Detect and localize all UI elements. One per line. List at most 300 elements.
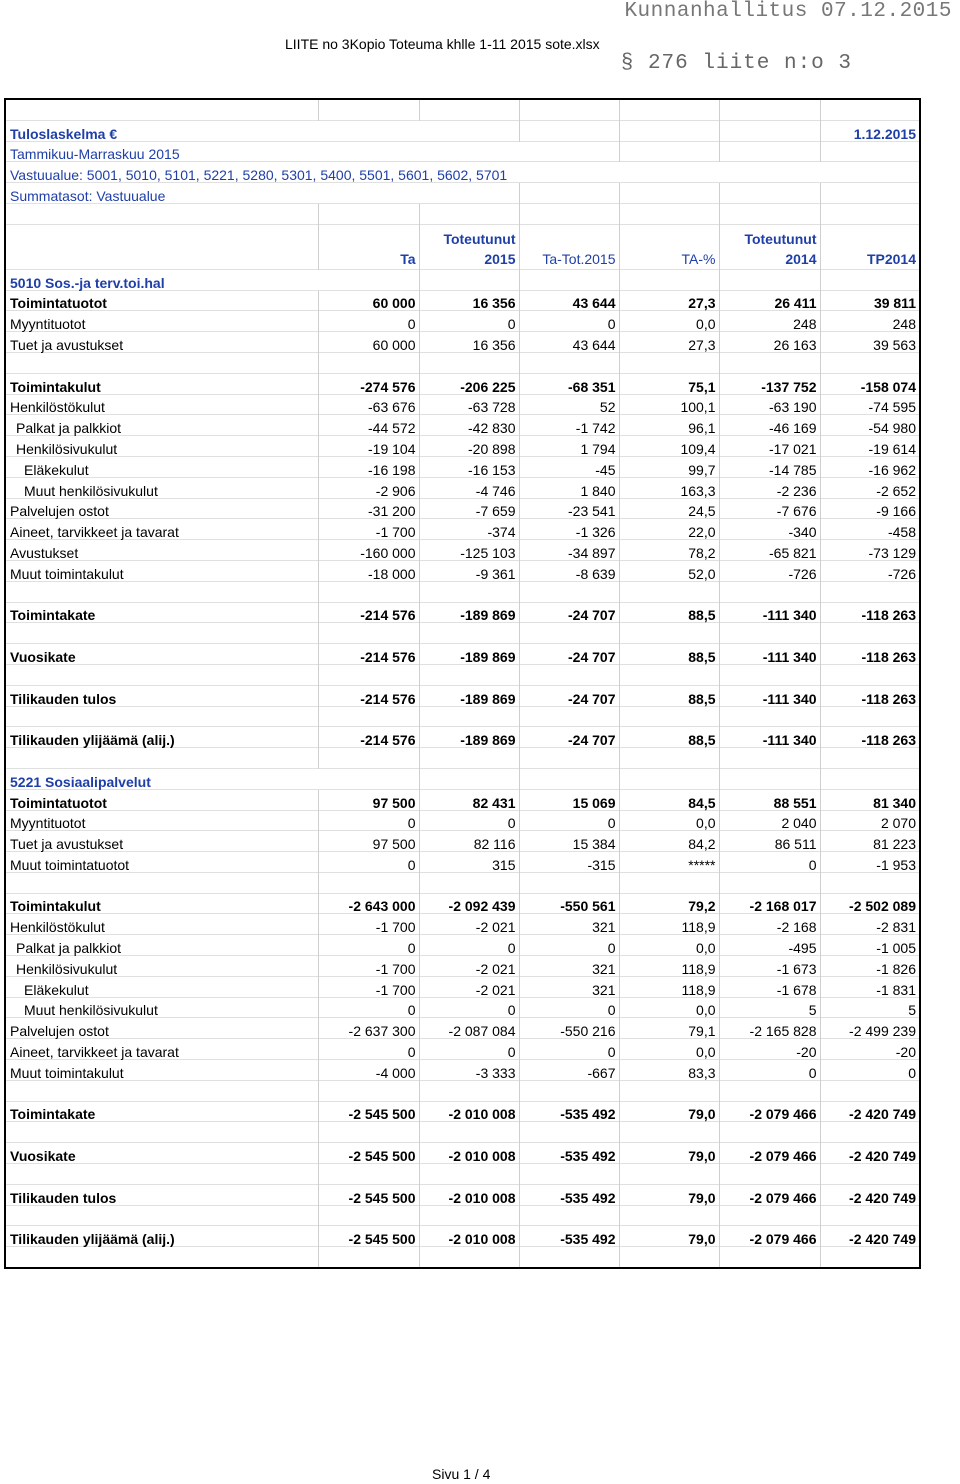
cell-value: 0	[318, 1039, 419, 1060]
row-label: Tilikauden tulos	[5, 1184, 318, 1205]
table-row	[5, 810, 920, 831]
cell-value: 0	[318, 935, 419, 956]
cell-value: 321	[519, 976, 619, 997]
report-title: Tuloslaskelma €	[5, 120, 519, 141]
row-label: Tuet ja avustukset	[5, 831, 318, 852]
row-label: Toimintakate	[5, 1101, 318, 1122]
file-name: LIITE no 3Kopio Toteuma khlle 1-11 2015 sote.xlsx	[285, 36, 600, 52]
row-label: Palvelujen ostot	[5, 498, 318, 519]
cell-value: -63 728	[419, 394, 519, 415]
row-label: Muut henkilösivukulut	[5, 997, 318, 1018]
cell-value: 79,0	[619, 1184, 719, 1205]
cell-value: -63 190	[719, 394, 820, 415]
cell-value: -2 545 500	[318, 1101, 419, 1122]
cell-value: -111 340	[719, 644, 820, 665]
period-row	[5, 141, 920, 162]
table-row	[5, 332, 920, 353]
cell-value: 82 116	[419, 831, 519, 852]
cell-value: 60 000	[318, 290, 419, 311]
cell-value: -24 707	[519, 644, 619, 665]
cell-value: -2 087 084	[419, 1018, 519, 1039]
cell-value: -1 700	[318, 914, 419, 935]
cell-value: -535 492	[519, 1184, 619, 1205]
row-label: Tilikauden tulos	[5, 685, 318, 706]
cell-value: -2 652	[820, 477, 920, 498]
cell-value: -214 576	[318, 644, 419, 665]
cell-value: 24,5	[619, 498, 719, 519]
col-ta-tot: Ta-Tot.2015	[519, 224, 619, 269]
table-row	[5, 394, 920, 415]
cell-value: 79,0	[619, 1226, 719, 1247]
cell-value: 88,5	[619, 602, 719, 623]
cell-value: 84,2	[619, 831, 719, 852]
cell-value: -189 869	[419, 602, 519, 623]
cell-value: -1 953	[820, 852, 920, 873]
cell-value: 15 069	[519, 789, 619, 810]
cell-value: 79,2	[619, 893, 719, 914]
cell-value: -24 707	[519, 602, 619, 623]
cell-value: 27,3	[619, 290, 719, 311]
cell-value: -550 561	[519, 893, 619, 914]
cell-value: 2 040	[719, 810, 820, 831]
col-tp2014: TP2014	[820, 224, 920, 269]
cell-value: -214 576	[318, 602, 419, 623]
cell-value: -137 752	[719, 373, 820, 394]
row-label: Henkilöstökulut	[5, 914, 318, 935]
cell-value: -160 000	[318, 540, 419, 561]
row-label: Toimintakulut	[5, 893, 318, 914]
cell-value: -1 831	[820, 976, 920, 997]
cell-value: -4 000	[318, 1060, 419, 1081]
cell-value: 0	[519, 810, 619, 831]
page-number: Sivu 1 / 4	[432, 1466, 491, 1482]
cell-value: 22,0	[619, 519, 719, 540]
table-row	[5, 415, 920, 436]
table-row	[5, 935, 920, 956]
cell-value: 52,0	[619, 560, 719, 581]
cell-value: -24 707	[519, 685, 619, 706]
cell-value: 0	[419, 311, 519, 332]
cell-value: -16 153	[419, 456, 519, 477]
cell-value: 79,0	[619, 1101, 719, 1122]
cell-value: 88 551	[719, 789, 820, 810]
cell-value: -2 545 500	[318, 1143, 419, 1164]
cell-value: 78,2	[619, 540, 719, 561]
cell-value: -16 198	[318, 456, 419, 477]
cell-value: -24 707	[519, 727, 619, 748]
cell-value: -2 643 000	[318, 893, 419, 914]
cell-value: 26 163	[719, 332, 820, 353]
col-tot2015: Toteutunut 2015	[419, 224, 519, 269]
cell-value: 0	[519, 997, 619, 1018]
row-label: Aineet, tarvikkeet ja tavarat	[5, 519, 318, 540]
cell-value: 0,0	[619, 935, 719, 956]
section-reference: § 276 liite n:o 3	[620, 52, 852, 75]
cell-value: -1 700	[318, 956, 419, 977]
cell-value: -3 333	[419, 1060, 519, 1081]
table-row	[5, 1143, 920, 1164]
cell-value: -14 785	[719, 456, 820, 477]
cell-value: -34 897	[519, 540, 619, 561]
row-label: Toimintatuotot	[5, 290, 318, 311]
empty-row	[5, 581, 920, 602]
col-tot2014: Toteutunut 2014	[719, 224, 820, 269]
cell-value: -2 021	[419, 976, 519, 997]
cell-value: -2 545 500	[318, 1184, 419, 1205]
table-row	[5, 893, 920, 914]
cell-value: -1 005	[820, 935, 920, 956]
title-row	[5, 120, 920, 141]
cell-value: -2 021	[419, 914, 519, 935]
table-row	[5, 789, 920, 810]
cell-value: -2 010 008	[419, 1226, 519, 1247]
table-row	[5, 1184, 920, 1205]
empty-row	[5, 1247, 920, 1268]
cell-value: -2 010 008	[419, 1101, 519, 1122]
cell-value: -726	[820, 560, 920, 581]
cell-value: 0	[318, 997, 419, 1018]
cell-value: -158 074	[820, 373, 920, 394]
cell-value: -63 676	[318, 394, 419, 415]
cell-value: -2 168 017	[719, 893, 820, 914]
cell-value: -9 361	[419, 560, 519, 581]
cell-value: 81 223	[820, 831, 920, 852]
cell-value: -2 010 008	[419, 1184, 519, 1205]
empty-row	[5, 623, 920, 644]
cell-value: 321	[519, 956, 619, 977]
table-row	[5, 644, 920, 665]
empty-row	[5, 748, 920, 769]
cell-value: 2 070	[820, 810, 920, 831]
cell-value: 0	[318, 311, 419, 332]
cell-value: 43 644	[519, 332, 619, 353]
cell-value: -535 492	[519, 1226, 619, 1247]
table-row	[5, 997, 920, 1018]
cell-value: -374	[419, 519, 519, 540]
table-row	[5, 1101, 920, 1122]
row-label: Toimintakate	[5, 602, 318, 623]
cell-value: 82 431	[419, 789, 519, 810]
row-label: Eläkekulut	[5, 976, 318, 997]
row-label: Tuet ja avustukset	[5, 332, 318, 353]
cell-value: 0	[519, 311, 619, 332]
row-label: Muut toimintatuotot	[5, 852, 318, 873]
cell-value: -4 746	[419, 477, 519, 498]
cell-value: 26 411	[719, 290, 820, 311]
table-row	[5, 1039, 920, 1060]
cell-value: 0,0	[619, 311, 719, 332]
cell-value: -189 869	[419, 644, 519, 665]
row-label: Toimintakulut	[5, 373, 318, 394]
column-header-row	[5, 224, 920, 269]
cell-value: 0	[519, 935, 619, 956]
empty-row	[5, 1080, 920, 1101]
cell-value: -46 169	[719, 415, 820, 436]
cell-value: -118 263	[820, 727, 920, 748]
row-label: Vuosikate	[5, 644, 318, 665]
table-row	[5, 498, 920, 519]
section-header-row	[5, 269, 920, 290]
cell-value: -125 103	[419, 540, 519, 561]
cell-value: 0	[419, 1039, 519, 1060]
cell-value: 88,5	[619, 685, 719, 706]
empty-row	[5, 1205, 920, 1226]
cell-value: 15 384	[519, 831, 619, 852]
row-label: Avustukset	[5, 540, 318, 561]
cell-value: 118,9	[619, 956, 719, 977]
cell-value: -2 092 439	[419, 893, 519, 914]
cell-value: -2 499 239	[820, 1018, 920, 1039]
cell-value: 16 356	[419, 290, 519, 311]
table-row	[5, 1018, 920, 1039]
section-title: 5221 Sosiaalipalvelut	[5, 768, 419, 789]
row-label: Aineet, tarvikkeet ja tavarat	[5, 1039, 318, 1060]
row-label: Palkat ja palkkiot	[5, 935, 318, 956]
cell-value: -1 326	[519, 519, 619, 540]
cell-value: 0	[820, 1060, 920, 1081]
cell-value: 109,4	[619, 436, 719, 457]
cell-value: 0	[719, 1060, 820, 1081]
cell-value: 5	[719, 997, 820, 1018]
cell-value: -9 166	[820, 498, 920, 519]
cell-value: -1 700	[318, 976, 419, 997]
cell-value: 88,5	[619, 727, 719, 748]
empty-row	[5, 203, 920, 224]
table-row	[5, 290, 920, 311]
table-row	[5, 477, 920, 498]
empty-row	[5, 664, 920, 685]
cell-value: -118 263	[820, 685, 920, 706]
table-row	[5, 602, 920, 623]
row-label: Palvelujen ostot	[5, 1018, 318, 1039]
cell-value: -214 576	[318, 685, 419, 706]
cell-value: -45	[519, 456, 619, 477]
income-statement-table	[4, 98, 921, 1269]
table-row	[5, 519, 920, 540]
table-row	[5, 1060, 920, 1081]
col-ta: Ta	[318, 224, 419, 269]
cell-value: 321	[519, 914, 619, 935]
cell-value: 86 511	[719, 831, 820, 852]
cell-value: -111 340	[719, 685, 820, 706]
cell-value: 0,0	[619, 810, 719, 831]
meeting-title: Kunnanhallitus 07.12.2015	[624, 0, 952, 23]
cell-value: -535 492	[519, 1143, 619, 1164]
row-label: Henkilösivukulut	[5, 956, 318, 977]
cell-value: -23 541	[519, 498, 619, 519]
cell-value: 97 500	[318, 789, 419, 810]
cell-value: -2 168	[719, 914, 820, 935]
cell-value: -206 225	[419, 373, 519, 394]
cell-value: 5	[820, 997, 920, 1018]
empty-row	[5, 1164, 920, 1185]
cell-value: -2 545 500	[318, 1226, 419, 1247]
empty-row	[5, 99, 920, 120]
sumlevel-row	[5, 183, 920, 204]
row-label: Toimintatuotot	[5, 789, 318, 810]
row-label: Muut toimintakulut	[5, 1060, 318, 1081]
cell-value: -1 678	[719, 976, 820, 997]
cell-value: -7 659	[419, 498, 519, 519]
cell-value: -189 869	[419, 685, 519, 706]
table-row	[5, 436, 920, 457]
cell-value: -17 021	[719, 436, 820, 457]
cell-value: -73 129	[820, 540, 920, 561]
cell-value: 84,5	[619, 789, 719, 810]
cell-value: -2 420 749	[820, 1184, 920, 1205]
row-label: Myyntituotot	[5, 810, 318, 831]
row-label: Palkat ja palkkiot	[5, 415, 318, 436]
cell-value: -1 826	[820, 956, 920, 977]
row-label: Tilikauden ylijäämä (alij.)	[5, 727, 318, 748]
row-label: Muut toimintakulut	[5, 560, 318, 581]
empty-row	[5, 352, 920, 373]
cell-value: -274 576	[318, 373, 419, 394]
cell-value: 0	[318, 852, 419, 873]
section-title: 5010 Sos.-ja terv.toi.hal	[5, 269, 419, 290]
table-row	[5, 560, 920, 581]
row-label: Muut henkilösivukulut	[5, 477, 318, 498]
row-label: Vuosikate	[5, 1143, 318, 1164]
cell-value: -2 079 466	[719, 1143, 820, 1164]
cell-value: -2 420 749	[820, 1143, 920, 1164]
cell-value: -2 637 300	[318, 1018, 419, 1039]
cell-value: 0,0	[619, 997, 719, 1018]
cell-value: 1 794	[519, 436, 619, 457]
cell-value: 75,1	[619, 373, 719, 394]
cell-value: 0	[719, 852, 820, 873]
cell-value: -65 821	[719, 540, 820, 561]
cell-value: 39 811	[820, 290, 920, 311]
cell-value: 0	[419, 810, 519, 831]
cell-value: 118,9	[619, 914, 719, 935]
cell-value: -20 898	[419, 436, 519, 457]
cell-value: 0	[318, 810, 419, 831]
cell-value: -68 351	[519, 373, 619, 394]
empty-row	[5, 872, 920, 893]
table-row	[5, 1226, 920, 1247]
cell-value: -1 742	[519, 415, 619, 436]
cell-value: 315	[419, 852, 519, 873]
cell-value: -118 263	[820, 602, 920, 623]
cell-value: -111 340	[719, 602, 820, 623]
cell-value: -16 962	[820, 456, 920, 477]
cell-value: -74 595	[820, 394, 920, 415]
cell-value: -19 104	[318, 436, 419, 457]
row-label: Eläkekulut	[5, 456, 318, 477]
cell-value: -458	[820, 519, 920, 540]
cell-value: 43 644	[519, 290, 619, 311]
table-row	[5, 540, 920, 561]
cell-value: -1 673	[719, 956, 820, 977]
report-sumlevel: Summatasot: Vastuualue	[5, 183, 519, 204]
cell-value: 39 563	[820, 332, 920, 353]
cell-value: -2 021	[419, 956, 519, 977]
cell-value: 27,3	[619, 332, 719, 353]
cell-value: -118 263	[820, 644, 920, 665]
table-row	[5, 956, 920, 977]
units-row	[5, 162, 920, 183]
cell-value: 16 356	[419, 332, 519, 353]
cell-value: -19 614	[820, 436, 920, 457]
cell-value: -2 906	[318, 477, 419, 498]
cell-value: 1 840	[519, 477, 619, 498]
report-date: 1.12.2015	[820, 120, 920, 141]
cell-value: 81 340	[820, 789, 920, 810]
row-label: Henkilöstökulut	[5, 394, 318, 415]
cell-value: 0	[419, 935, 519, 956]
cell-value: -667	[519, 1060, 619, 1081]
cell-value: -2 420 749	[820, 1226, 920, 1247]
cell-value: 88,5	[619, 644, 719, 665]
cell-value: 163,3	[619, 477, 719, 498]
cell-value: 52	[519, 394, 619, 415]
cell-value: 118,9	[619, 976, 719, 997]
cell-value: -2 831	[820, 914, 920, 935]
cell-value: -44 572	[318, 415, 419, 436]
cell-value: -42 830	[419, 415, 519, 436]
cell-value: 79,1	[619, 1018, 719, 1039]
cell-value: 83,3	[619, 1060, 719, 1081]
cell-value: -340	[719, 519, 820, 540]
table-row	[5, 311, 920, 332]
cell-value: -2 010 008	[419, 1143, 519, 1164]
section-header-row	[5, 768, 920, 789]
cell-value: 0	[419, 997, 519, 1018]
cell-value: 248	[719, 311, 820, 332]
cell-value: -1 700	[318, 519, 419, 540]
cell-value: -2 165 828	[719, 1018, 820, 1039]
cell-value: 99,7	[619, 456, 719, 477]
table-row	[5, 456, 920, 477]
cell-value: -535 492	[519, 1101, 619, 1122]
col-ta-pct: TA-%	[619, 224, 719, 269]
table-row	[5, 373, 920, 394]
table-row	[5, 914, 920, 935]
cell-value: 96,1	[619, 415, 719, 436]
cell-value: 60 000	[318, 332, 419, 353]
cell-value: -214 576	[318, 727, 419, 748]
cell-value: -54 980	[820, 415, 920, 436]
cell-value: -31 200	[318, 498, 419, 519]
cell-value: -495	[719, 935, 820, 956]
cell-value: 0,0	[619, 1039, 719, 1060]
cell-value: *****	[619, 852, 719, 873]
row-label: Tilikauden ylijäämä (alij.)	[5, 1226, 318, 1247]
report-units: Vastuualue: 5001, 5010, 5101, 5221, 5280, 5301, 5400, 5501, 5601, 5602, 5701	[5, 162, 920, 183]
cell-value: -2 236	[719, 477, 820, 498]
cell-value: -20	[719, 1039, 820, 1060]
cell-value: -2 079 466	[719, 1184, 820, 1205]
cell-value: -2 502 089	[820, 893, 920, 914]
table-row	[5, 976, 920, 997]
report-period: Tammikuu-Marraskuu 2015	[5, 141, 619, 162]
table-row	[5, 831, 920, 852]
cell-value: -7 676	[719, 498, 820, 519]
cell-value: 0	[519, 1039, 619, 1060]
cell-value: 97 500	[318, 831, 419, 852]
cell-value: -315	[519, 852, 619, 873]
cell-value: -111 340	[719, 727, 820, 748]
cell-value: 79,0	[619, 1143, 719, 1164]
cell-value: -18 000	[318, 560, 419, 581]
cell-value: -8 639	[519, 560, 619, 581]
cell-value: 248	[820, 311, 920, 332]
row-label: Myyntituotot	[5, 311, 318, 332]
cell-value: 100,1	[619, 394, 719, 415]
cell-value: -2 420 749	[820, 1101, 920, 1122]
cell-value: -20	[820, 1039, 920, 1060]
